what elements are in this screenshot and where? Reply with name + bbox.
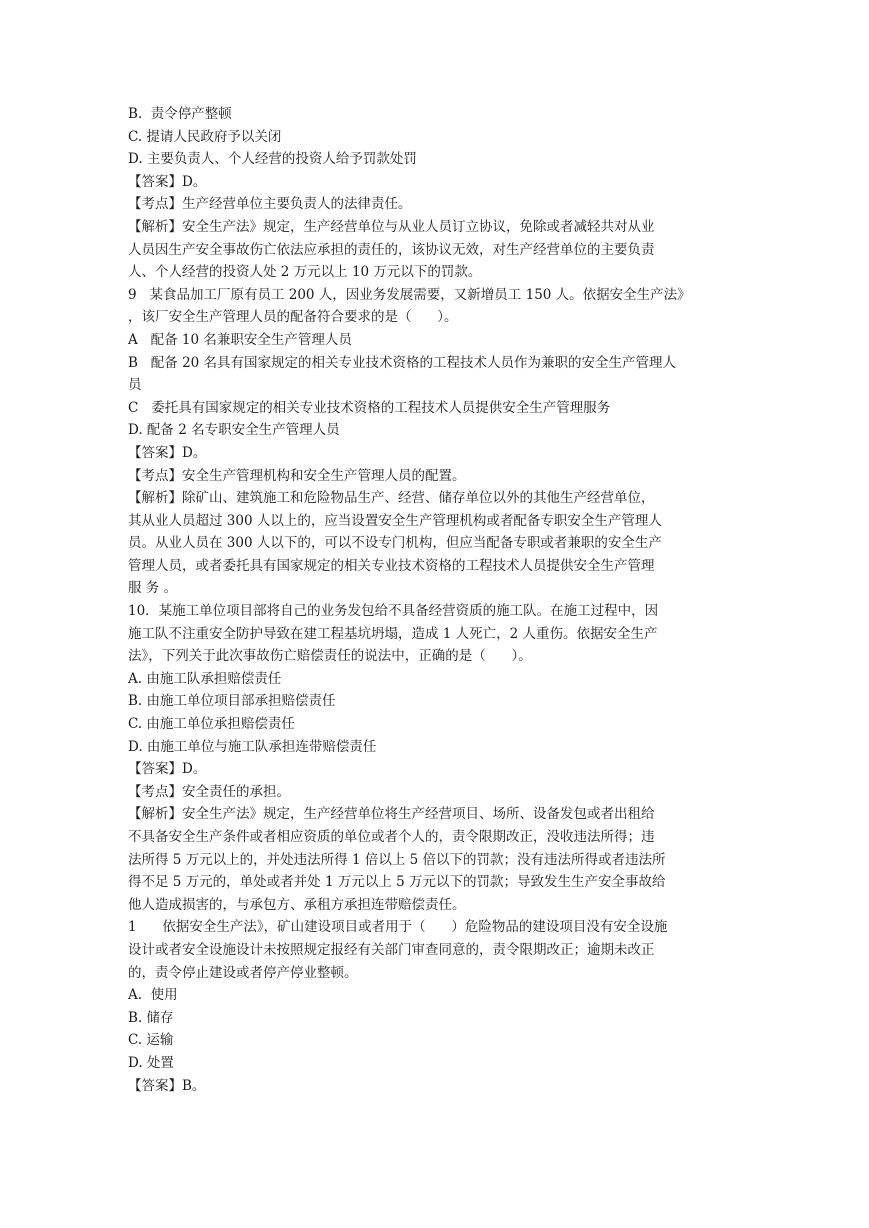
text-line: D. 由施工单位与施工队承担连带赔偿责任 [128, 738, 377, 755]
text-line: 法所得 5 万元以上的，并处违法所得 1 倍以上 5 倍以下的罚款；没有违法所得或者违法所 [128, 851, 666, 868]
text-line: 施工队不注重安全防护导致在建工程基坑坍塌，造成 1 人死亡，2 人重伤。依据安全生产 [128, 625, 658, 642]
text-line: A. 使用 [128, 987, 178, 1004]
text-line: 服 务 。 [128, 580, 178, 597]
text-line: D. 主要负责人、个人经营的投资人给予罚款处罚 [128, 151, 417, 168]
text-line: B. 责令停产整顿 [128, 106, 232, 122]
text-line: B. 由施工单位项目部承担赔偿责任 [128, 693, 336, 710]
text-line: A. 由施工队承担赔偿责任 [128, 670, 282, 687]
text-line: 【答案】D。 [128, 444, 207, 461]
text-line: C 委托具有国家规定的相关专业技术资格的工程技术人员提供安全生产管理服务 [128, 399, 611, 416]
text-line: 【答案】D。 [128, 761, 207, 778]
text-line: 员。从业人员在 300 人以下的，可以不设专门机构，但应当配备专职或者兼职的安全生产 [128, 535, 662, 552]
document-body [128, 103, 740, 1097]
text-line: 【解析】安全生产法》规定，生产经营单位将生产经营项目、场所、设备发包或者出租给 [128, 806, 655, 823]
text-line: 得不足 5 万元的，单处或者并处 1 万元以上 5 万元以下的罚款；导致发生生产安全事故给 [128, 874, 666, 891]
text-line: 不具备安全生产条件或者相应资质的单位或者个人的，责令限期改正，没收违法所得；违 [128, 829, 655, 845]
text-line: A 配备 10 名兼职安全生产管理人员 [128, 331, 352, 348]
text-line: 人、个人经营的投资人处 2 万元以上 10 万元以下的罚款。 [128, 264, 482, 281]
text-line: 【考点】安全生产管理机构和安全生产管理人员的配置。 [128, 467, 466, 484]
text-line: B. 储存 [128, 1009, 174, 1026]
text-line: 【解析】安全生产法》规定，生产经营单位与从业人员订立协议，免除或者减轻共对从业 [128, 218, 655, 235]
text-line: C. 提请人民政府予以关闭 [128, 128, 282, 145]
text-line: 【考点】安全责任的承担。 [128, 783, 290, 800]
text-line: 员 [128, 377, 142, 394]
text-line: 设计或者安全设施设计未按照规定报经有关部门审查同意的，责令限期改正；逾期未改正 [128, 941, 655, 958]
text-line: 法》，下列关于此次事故伤亡赔偿责任的说法中，正确的是（ ）。 [128, 648, 532, 665]
text-line: C. 由施工单位承担赔偿责任 [128, 716, 295, 733]
text-line: 【答案】B。 [128, 1077, 206, 1094]
text-line: 其从业人员超过 300 人以上的，应当设置安全生产管理机构或者配备专职安全生产管理人 [128, 512, 662, 529]
text-line: 【考点】生产经营单位主要负责人的法律责任。 [128, 196, 412, 213]
text-line: 他人造成损害的，与承包方、承租方承担连带赔偿责任。 [128, 896, 466, 913]
text-line: 管理人员，或者委托具有国家规定的相关专业技术资格的工程技术人员提供安全生产管理 [128, 557, 655, 574]
text-line: D. 处置 [128, 1054, 174, 1071]
text-line: 的，责令停止建设或者停产停业整顿。 [128, 964, 358, 981]
text-line: D. 配备 2 名专职安全生产管理人员 [128, 422, 340, 439]
text-line: 【解析】除矿山、建筑施工和危险物品生产、经营、储存单位以外的其他生产经营单位， [128, 490, 655, 507]
text-line: 10．某施工单位项目部将自己的业务发包给不具备经营资质的施工队。在施工过程中，因 [128, 603, 659, 620]
text-line: 人员因生产安全事故伤亡依法应承担的责任的，该协议无效，对生产经营单位的主要负责 [128, 241, 655, 258]
text-line: 1 依据安全生产法》，矿山建设项目或者用于（ ）危险物品的建设项目没有安全设施 [128, 919, 668, 936]
text-line: ，该厂安全生产管理人员的配备符合要求的是（ ）。 [128, 309, 458, 326]
text-line: 9 某食品加工厂原有员工 200 人，因业务发展需要，又新增员工 150 人。依据安全生产法》 [128, 286, 691, 303]
text-line: C. 运输 [128, 1032, 174, 1049]
text-line: B 配备 20 名具有国家规定的相关专业技术资格的工程技术人员作为兼职的安全生产管理人 [128, 354, 677, 371]
text-line: 【答案】D。 [128, 173, 207, 190]
